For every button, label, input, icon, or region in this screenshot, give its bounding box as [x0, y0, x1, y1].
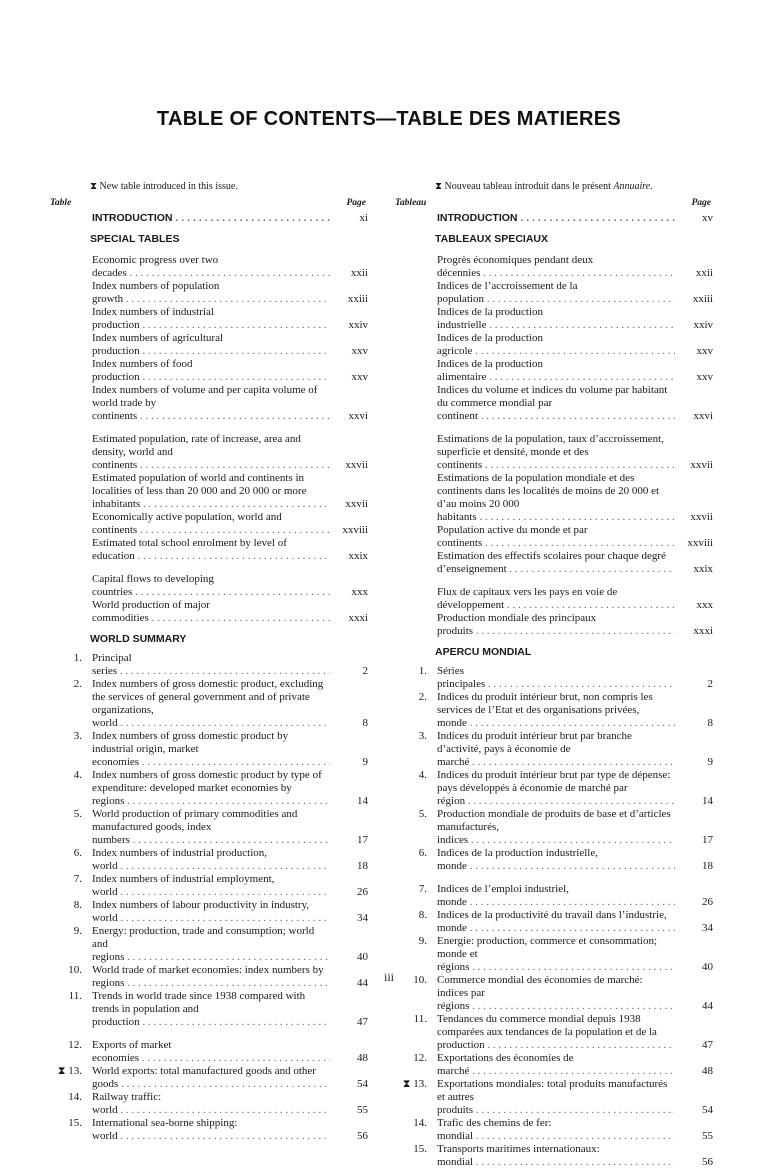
entry-page: 44	[702, 1000, 713, 1012]
entry-page: xxv	[351, 371, 368, 383]
entry-page: 26	[357, 886, 368, 898]
entry-text: Progrès économiques pendant deux décennies . . .	[437, 254, 675, 280]
toc-entry	[395, 883, 713, 909]
entry-page: xxviii	[687, 537, 713, 549]
entry-page: xi	[359, 212, 368, 224]
toc-entry	[50, 899, 368, 925]
french-column	[395, 180, 713, 1169]
toc-entry	[50, 472, 368, 511]
entry-number: 7.	[73, 873, 82, 885]
toc-entry	[395, 358, 713, 384]
page-label: Page	[346, 198, 366, 208]
entry-text: Indices du produit intérieur brut par type de dépense: pays développés à économie de marché par région . . .	[437, 769, 675, 808]
entry-number: ⧗ 13.	[57, 1065, 82, 1077]
toc-entry	[395, 1078, 713, 1117]
entry-page: xxxi	[693, 625, 713, 637]
entry-number: 12.	[413, 1052, 427, 1064]
entry-text: INTRODUCTION . . .	[92, 212, 330, 225]
toc-entry	[395, 254, 713, 280]
entry-page: xxiii	[692, 293, 713, 305]
entry-number: 7.	[418, 883, 427, 895]
toc-entry	[50, 990, 368, 1029]
toc-entry	[50, 847, 368, 873]
entry-text: Estimated population, rate of increase, area and density, world and continents . . .	[92, 433, 330, 472]
toc-entry-introduction	[50, 212, 368, 225]
entry-text: Estimations de la population mondiale et des continents dans les localités de moins de 20 000 et d’au moins 20 000 habitants . . .	[437, 472, 675, 524]
entry-page: xxv	[696, 345, 713, 357]
entry-text: Index numbers of industrial employment, world . . .	[92, 873, 330, 899]
toc-entry	[395, 1013, 713, 1052]
entry-text: Exportations mondiales: total produits manufacturés et autres produits . . .	[437, 1078, 675, 1117]
entry-page: 47	[702, 1039, 713, 1051]
toc-entry	[50, 384, 368, 423]
english-column	[50, 180, 368, 1143]
toc-entry	[395, 612, 713, 638]
toc-entry	[50, 678, 368, 730]
table-label: Tableau	[395, 198, 427, 208]
toc-entry	[50, 254, 368, 280]
new-table-note: ⧗ New table introduced in this issue.	[90, 181, 238, 192]
entry-number: 12.	[68, 1039, 82, 1051]
entry-page: 26	[702, 896, 713, 908]
toc-entry	[395, 586, 713, 612]
entry-text: Railway traffic: world . . .	[92, 1091, 330, 1117]
toc-entry	[50, 511, 368, 537]
toc-entry	[395, 384, 713, 423]
entry-number: 9.	[73, 925, 82, 937]
toc-entry	[50, 1039, 368, 1065]
entry-number: 9.	[418, 935, 427, 947]
entry-number: 5.	[73, 808, 82, 820]
entry-page: 14	[357, 795, 368, 807]
toc-entry	[395, 1143, 713, 1169]
toc-entry	[395, 280, 713, 306]
entry-text: Energie: production, commerce et consommation; monde et régions . . .	[437, 935, 675, 974]
toc-entry	[395, 909, 713, 935]
toc-entry-introduction	[395, 212, 713, 225]
entry-page: 48	[702, 1065, 713, 1077]
entry-number: ⧗ 13.	[402, 1078, 427, 1090]
table-label: Table	[50, 198, 72, 208]
entry-page: 40	[702, 961, 713, 973]
entry-text: Estimated total school enrolment by level of education . . .	[92, 537, 330, 563]
entry-page: 56	[702, 1156, 713, 1168]
entry-page: 47	[357, 1016, 368, 1028]
entry-page: 2	[707, 678, 713, 690]
entry-page: 8	[362, 717, 368, 729]
toc-entry	[50, 358, 368, 384]
entry-number: 5.	[418, 808, 427, 820]
entry-page: 17	[702, 834, 713, 846]
entry-text: Commerce mondial des économies de marché: indices par régions . . .	[437, 974, 675, 1013]
entry-text: Economically active population, world and continents . . .	[92, 511, 330, 537]
entry-text: Indices du volume et indices du volume par habitant du commerce mondial par continent . . .	[437, 384, 675, 423]
entry-text: Economic progress over two decades . . .	[92, 254, 330, 280]
entry-page: xxv	[351, 345, 368, 357]
entry-text: Index numbers of volume and per capita volume of world trade by continents . . .	[92, 384, 330, 423]
entry-number: 11.	[68, 990, 82, 1002]
toc-entry	[395, 691, 713, 730]
entry-page: xxvi	[693, 410, 713, 422]
entry-number: 14.	[413, 1117, 427, 1129]
entry-text: Index numbers of population growth . . .	[92, 280, 330, 306]
entry-number: 6.	[418, 847, 427, 859]
entry-number: 14.	[68, 1091, 82, 1103]
entry-text: Index numbers of labour productivity in industry, world . . .	[92, 899, 330, 925]
entry-page: 54	[357, 1078, 368, 1090]
toc-entry	[50, 769, 368, 808]
toc-entry	[50, 873, 368, 899]
entry-text: Estimated population of world and continents in localities of less than 20 000 and 20 000 or more inhabitants . . .	[92, 472, 330, 511]
column-header	[50, 198, 368, 212]
toc-entry	[50, 280, 368, 306]
entry-page: xxviii	[342, 524, 368, 536]
toc-entry	[395, 769, 713, 808]
entry-text: Indices de l’accroissement de la population . . .	[437, 280, 675, 306]
toc-entry	[50, 332, 368, 358]
entry-page: xxxi	[348, 612, 368, 624]
entry-text: Indices de la production industrielle, monde . . .	[437, 847, 675, 873]
entry-text: Séries principales . . .	[437, 665, 675, 691]
entry-number: 8.	[73, 899, 82, 911]
toc-entry	[395, 433, 713, 472]
entry-page: 55	[702, 1130, 713, 1142]
entry-text: Flux de capitaux vers les pays en voie de développement . . .	[437, 586, 675, 612]
toc-entry	[395, 808, 713, 847]
note-italic: Annuaire.	[613, 181, 653, 192]
section-heading-summary: APERCU MONDIAL	[435, 646, 532, 658]
entry-text: World production of primary commodities and manufactured goods, index numbers . . .	[92, 808, 330, 847]
world-summary-list	[50, 652, 368, 1143]
toc-entry	[395, 472, 713, 524]
entry-text: Transports maritimes internationaux: mondial . . .	[437, 1143, 675, 1169]
entry-text: Index numbers of food production . . .	[92, 358, 330, 384]
entry-text: Estimations de la population, taux d’accroissement, superficie et densité, monde et des continents . . .	[437, 433, 675, 472]
entry-text: Tendances du commerce mondial depuis 1938 comparées aux tendances de la population et de la production . . .	[437, 1013, 675, 1052]
toc-entry	[50, 573, 368, 599]
entry-text: Index numbers of agricultural production . . .	[92, 332, 330, 358]
entry-text: Exportations des économies de marché . . .	[437, 1052, 675, 1078]
entry-text: Production mondiale de produits de base et d’articles manufacturés, indices . . .	[437, 808, 675, 847]
entry-number: 3.	[73, 730, 82, 742]
entry-page: 56	[357, 1130, 368, 1142]
entry-page: xv	[702, 212, 713, 224]
toc-entry	[50, 1117, 368, 1143]
entry-page: xxx	[351, 586, 368, 598]
entry-text: World trade of market economies: index numbers by regions . . .	[92, 964, 330, 990]
entry-text: International sea-borne shipping: world . . .	[92, 1117, 330, 1143]
entry-page: xxix	[348, 550, 368, 562]
toc-entry	[50, 730, 368, 769]
entry-text: Index numbers of gross domestic product, excluding the services of general government and of private organizations, world . . .	[92, 678, 330, 730]
entry-text: Index numbers of industrial production . . .	[92, 306, 330, 332]
entry-page: 44	[357, 977, 368, 989]
entry-page: xxv	[696, 371, 713, 383]
entry-page: 40	[357, 951, 368, 963]
entry-number: 2.	[418, 691, 427, 703]
special-tables-list	[50, 254, 368, 631]
entry-text: INTRODUCTION . . .	[437, 212, 675, 225]
entry-page: 48	[357, 1052, 368, 1064]
toc-entry	[50, 652, 368, 678]
section-heading-summary: WORLD SUMMARY	[90, 633, 187, 645]
entry-text: Indices de l’emploi industriel, monde . . .	[437, 883, 675, 909]
entry-text: Estimation des effectifs scolaires pour chaque degré d’enseignement . . .	[437, 550, 675, 576]
toc-entry	[395, 847, 713, 873]
toc-entry	[50, 1065, 368, 1091]
entry-page: xxii	[350, 267, 368, 279]
entry-page: 14	[702, 795, 713, 807]
entry-number: 1.	[73, 652, 82, 664]
toc-entry	[50, 925, 368, 964]
entry-text: Principal series . . .	[92, 652, 330, 678]
entry-page: 54	[702, 1104, 713, 1116]
toc-entry	[395, 524, 713, 550]
entry-number: 3.	[418, 730, 427, 742]
entry-page: xxiii	[347, 293, 368, 305]
entry-page: 17	[357, 834, 368, 846]
toc-entry	[50, 808, 368, 847]
entry-text: Indices du produit intérieur brut par branche d’activité, pays à économie de marché . . .	[437, 730, 675, 769]
toc-entry	[395, 1052, 713, 1078]
toc-entry	[50, 1091, 368, 1117]
entry-page: 34	[357, 912, 368, 924]
entry-page: 9	[362, 756, 368, 768]
note-text: ⧗ Nouveau tableau introduit dans le présent	[435, 181, 611, 192]
entry-text: World exports: total manufactured goods and other goods . . .	[92, 1065, 330, 1091]
entry-page: xxiv	[693, 319, 713, 331]
entry-page: 9	[707, 756, 713, 768]
entry-text: World production of major commodities . . .	[92, 599, 330, 625]
section-heading-special: TABLEAUX SPECIAUX	[435, 233, 548, 245]
entry-page: 55	[357, 1104, 368, 1116]
entry-number: 4.	[73, 769, 82, 781]
entry-text: Indices de la production alimentaire . . .	[437, 358, 675, 384]
entry-text: Index numbers of gross domestic product by type of expenditure: developed market economies by regions . . .	[92, 769, 330, 808]
entry-number: 11.	[413, 1013, 427, 1025]
entry-text: Indices de la production industrielle . . .	[437, 306, 675, 332]
entry-text: Indices de la production agricole . . .	[437, 332, 675, 358]
entry-number: 10.	[68, 964, 82, 976]
entry-text: Index numbers of gross domestic product by industrial origin, market economies . . .	[92, 730, 330, 769]
page-title: TABLE OF CONTENTS—TABLE DES MATIERES	[156, 108, 622, 130]
toc-entry	[50, 306, 368, 332]
entry-text: Trafic des chemins de fer: mondial . . .	[437, 1117, 675, 1143]
entry-page: 18	[702, 860, 713, 872]
entry-number: 15.	[68, 1117, 82, 1129]
entry-text: Indices de la productivité du travail dans l’industrie, monde . . .	[437, 909, 675, 935]
entry-page: 34	[702, 922, 713, 934]
page-number: iii	[383, 970, 394, 984]
column-header	[395, 198, 713, 212]
entry-number: 15.	[413, 1143, 427, 1155]
toc-entry	[395, 550, 713, 576]
entry-number: 6.	[73, 847, 82, 859]
entry-number: 4.	[418, 769, 427, 781]
special-tables-list	[395, 254, 713, 644]
entry-page: 2	[362, 665, 368, 677]
entry-text: Indices du produit intérieur brut, non compris les services de l’Etat et des organisations privées, monde . . .	[437, 691, 675, 730]
entry-text: Exports of market economies . . .	[92, 1039, 330, 1065]
entry-page: xxx	[696, 599, 713, 611]
toc-entry	[395, 332, 713, 358]
page-label: Page	[691, 198, 711, 208]
entry-page: 18	[357, 860, 368, 872]
entry-page: xxvii	[690, 511, 713, 523]
section-heading-special: SPECIAL TABLES	[90, 233, 180, 245]
toc-entry	[395, 935, 713, 974]
entry-page: xxii	[695, 267, 713, 279]
entry-page: xxvii	[345, 459, 368, 471]
entry-page: xxiv	[348, 319, 368, 331]
entry-text: Energy: production, trade and consumption; world and regions . . .	[92, 925, 330, 964]
toc-entry	[395, 730, 713, 769]
entry-page: xxvii	[345, 498, 368, 510]
entry-page: xxvii	[690, 459, 713, 471]
entry-text: Population active du monde et par continents . . .	[437, 524, 675, 550]
toc-entry	[395, 665, 713, 691]
entry-page: xxix	[693, 563, 713, 575]
entry-number: 2.	[73, 678, 82, 690]
toc-entry	[395, 306, 713, 332]
new-table-note	[435, 180, 713, 198]
entry-number: 10.	[413, 974, 427, 986]
toc-entry	[50, 537, 368, 563]
entry-page: xxvi	[348, 410, 368, 422]
entry-page: 8	[707, 717, 713, 729]
world-summary-list	[395, 665, 713, 1169]
toc-entry	[50, 433, 368, 472]
entry-text: Trends in world trade since 1938 compared with trends in population and production . . .	[92, 990, 330, 1029]
toc-entry	[50, 599, 368, 625]
entry-number: 1.	[418, 665, 427, 677]
toc-entry	[395, 1117, 713, 1143]
entry-number: 8.	[418, 909, 427, 921]
entry-text: Capital flows to developing countries . . .	[92, 573, 330, 599]
entry-text: Production mondiale des principaux produits . . .	[437, 612, 675, 638]
entry-text: Index numbers of industrial production, world . . .	[92, 847, 330, 873]
